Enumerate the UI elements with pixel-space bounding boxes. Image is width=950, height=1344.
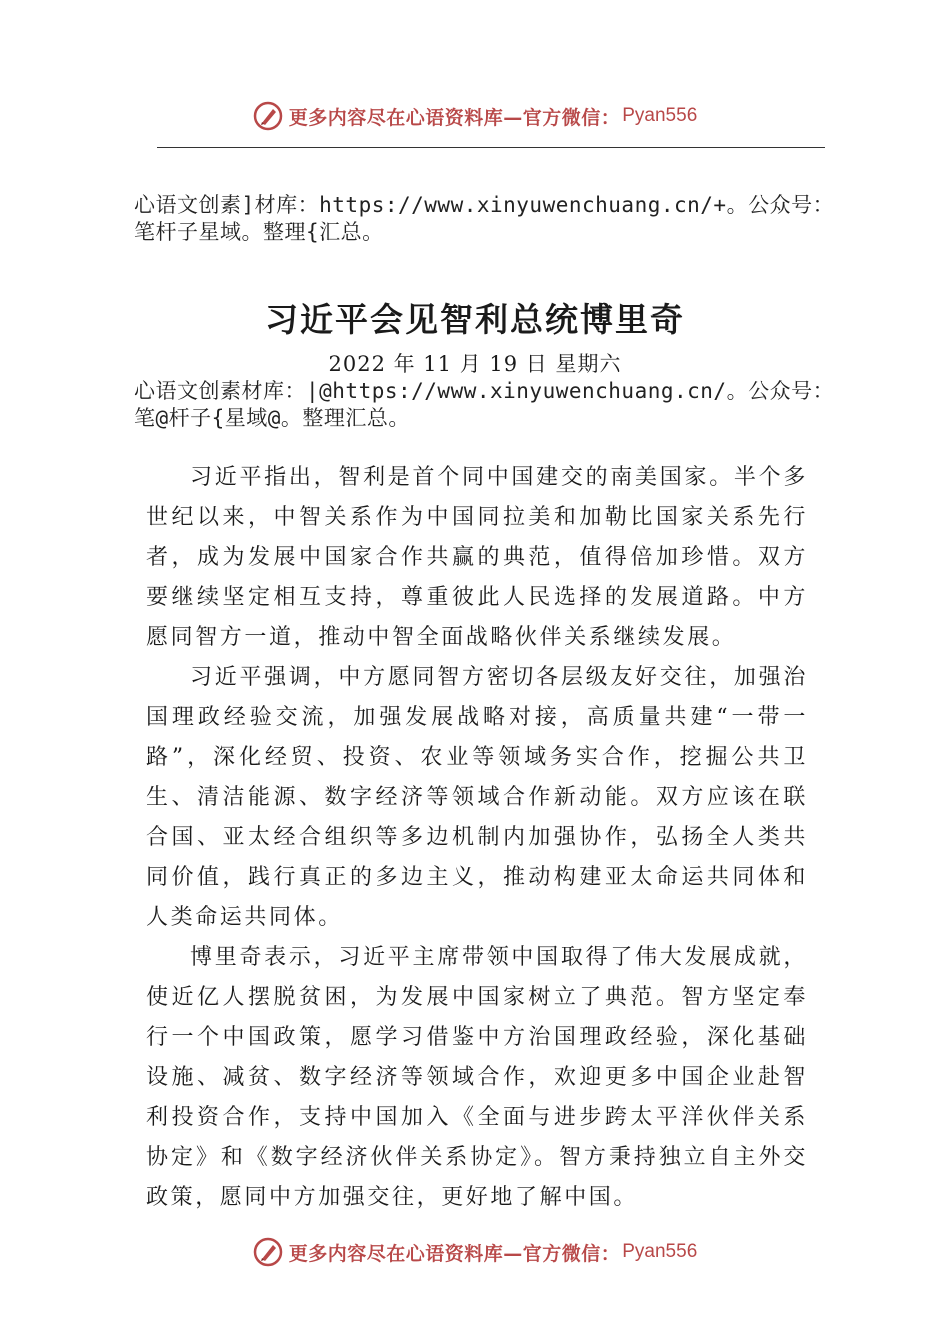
- article-title: 习近平会见智利总统博里奇: [265, 300, 685, 339]
- article-body: [146, 458, 808, 1218]
- article-date: 2022 年 11 月 19 日 星期六: [328, 352, 622, 376]
- paragraph: 习近平指出，智利是首个同中国建交的南美国家。半个多世纪以来，中智关系作为中国同拉美和加勒比国家关系先行者，成为发展中国家合作共赢的典范，值得倍加珍惜。双方要继续坚定相互支持，尊重彼此人民选择的发展道路。中方愿同智方一道，推动中智全面战略伙伴关系继续发展。: [146, 465, 808, 650]
- source-note-article: 心语文创素材库：|@https://www.xinyuwenchuang.cn/。公众号：笔@杆子{星域@。整理汇总。: [134, 379, 835, 430]
- source-note-top: 心语文创素]材库：https://www.xinyuwenchuang.cn/+。公众号：笔杆子星域。整理{汇总。: [134, 193, 835, 244]
- footer-banner-text: 更多内容尽在心语资料库—官方微信：: [288, 1242, 621, 1265]
- footer-wechat-id: Pyan556: [622, 1241, 698, 1262]
- header-banner: [0, 96, 950, 136]
- header-banner-text: 更多内容尽在心语资料库—官方微信：: [288, 106, 621, 129]
- paragraph: 习近平强调，中方愿同智方密切各层级友好交往，加强治国理政经验交流，加强发展战略对接，高质量共建“一带一路”，深化经贸、投资、农业等领域务实合作，挖掘公共卫生、清洁能源、数字经济等领域合作新动能。双方应该在联合国、亚太经合组织等多边机制内加强协作，弘扬全人类共同价值，践行真正的多边主义，推动构建亚太命运共同体和人类命运共同体。: [146, 665, 808, 930]
- logo-icon: [253, 1237, 283, 1267]
- header-wechat-id: Pyan556: [622, 105, 698, 126]
- header-rule-middle: [225, 147, 750, 148]
- header-rule-left: [157, 147, 225, 148]
- logo-icon: [253, 101, 283, 131]
- paragraph: 博里奇表示，习近平主席带领中国取得了伟大发展成就，使近亿人摆脱贫困，为发展中国家树立了典范。智方坚定奉行一个中国政策，愿学习借鉴中方治国理政经验，深化基础设施、减贫、数字经济等领域合作，欢迎更多中国企业赴智利投资合作，支持中国加入《全面与进步跨太平洋伙伴关系协定》和《数字经济伙伴关系协定》。智方秉持独立自主外交 政策，愿同中方加强交往，更好地了解中国。: [146, 945, 808, 1210]
- footer-banner: [0, 1232, 950, 1272]
- header-rule-right: [750, 147, 825, 148]
